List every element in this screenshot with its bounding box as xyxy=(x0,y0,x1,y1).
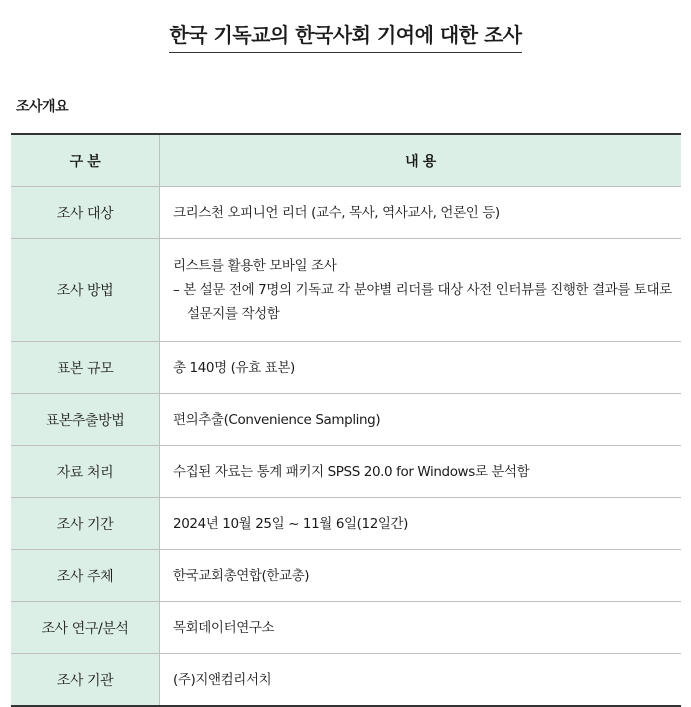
content-bullet-line: – 본 설문 전에 7명의 기독교 각 분야별 리더를 대상 사전 인터뷰를 진행한 결과를 토대로 설문지를 작성함 xyxy=(173,282,672,322)
content-line: 리스트를 활용한 모바일 조사 xyxy=(173,258,337,274)
row-category: 조사 연구/분석 xyxy=(11,602,160,654)
page-title: 한국 기독교의 한국사회 기여에 대한 조사 xyxy=(169,22,521,53)
row-category: 자료 처리 xyxy=(11,446,160,498)
row-category: 조사 주체 xyxy=(11,550,160,602)
row-category: 표본 규모 xyxy=(11,342,160,394)
row-category: 조사 대상 xyxy=(11,187,160,239)
row-content: 총 140명 (유효 표본) xyxy=(160,342,682,394)
row-content: 편의추출(Convenience Sampling) xyxy=(160,394,682,446)
table-row xyxy=(11,446,681,498)
header-category: 구 분 xyxy=(11,134,160,187)
table-row xyxy=(11,239,681,342)
table-row xyxy=(11,654,681,707)
header-content: 내 용 xyxy=(160,134,682,187)
table-row xyxy=(11,342,681,394)
row-content: 목회데이터연구소 xyxy=(160,602,682,654)
table-row xyxy=(11,602,681,654)
row-content: 크리스천 오피니언 리더 (교수, 목사, 역사교사, 언론인 등) xyxy=(160,187,682,239)
row-category: 조사 방법 xyxy=(11,239,160,342)
table-row xyxy=(11,550,681,602)
row-content: (주)지앤컴리서치 xyxy=(160,654,682,707)
table-row xyxy=(11,394,681,446)
row-content xyxy=(160,239,682,342)
row-category: 조사 기간 xyxy=(11,498,160,550)
title-wrapper xyxy=(0,22,691,53)
row-category: 표본추출방법 xyxy=(11,394,160,446)
table-header-row xyxy=(11,134,681,187)
row-content: 수집된 자료는 통계 패키지 SPSS 20.0 for Windows로 분석함 xyxy=(160,446,682,498)
row-category: 조사 기관 xyxy=(11,654,160,707)
table-row xyxy=(11,187,681,239)
row-content: 한국교회총연합(한교총) xyxy=(160,550,682,602)
row-content: 2024년 10월 25일 ~ 11월 6일(12일간) xyxy=(160,498,682,550)
survey-overview-table xyxy=(11,133,681,707)
section-label: 조사개요 xyxy=(16,99,69,115)
table-row xyxy=(11,498,681,550)
